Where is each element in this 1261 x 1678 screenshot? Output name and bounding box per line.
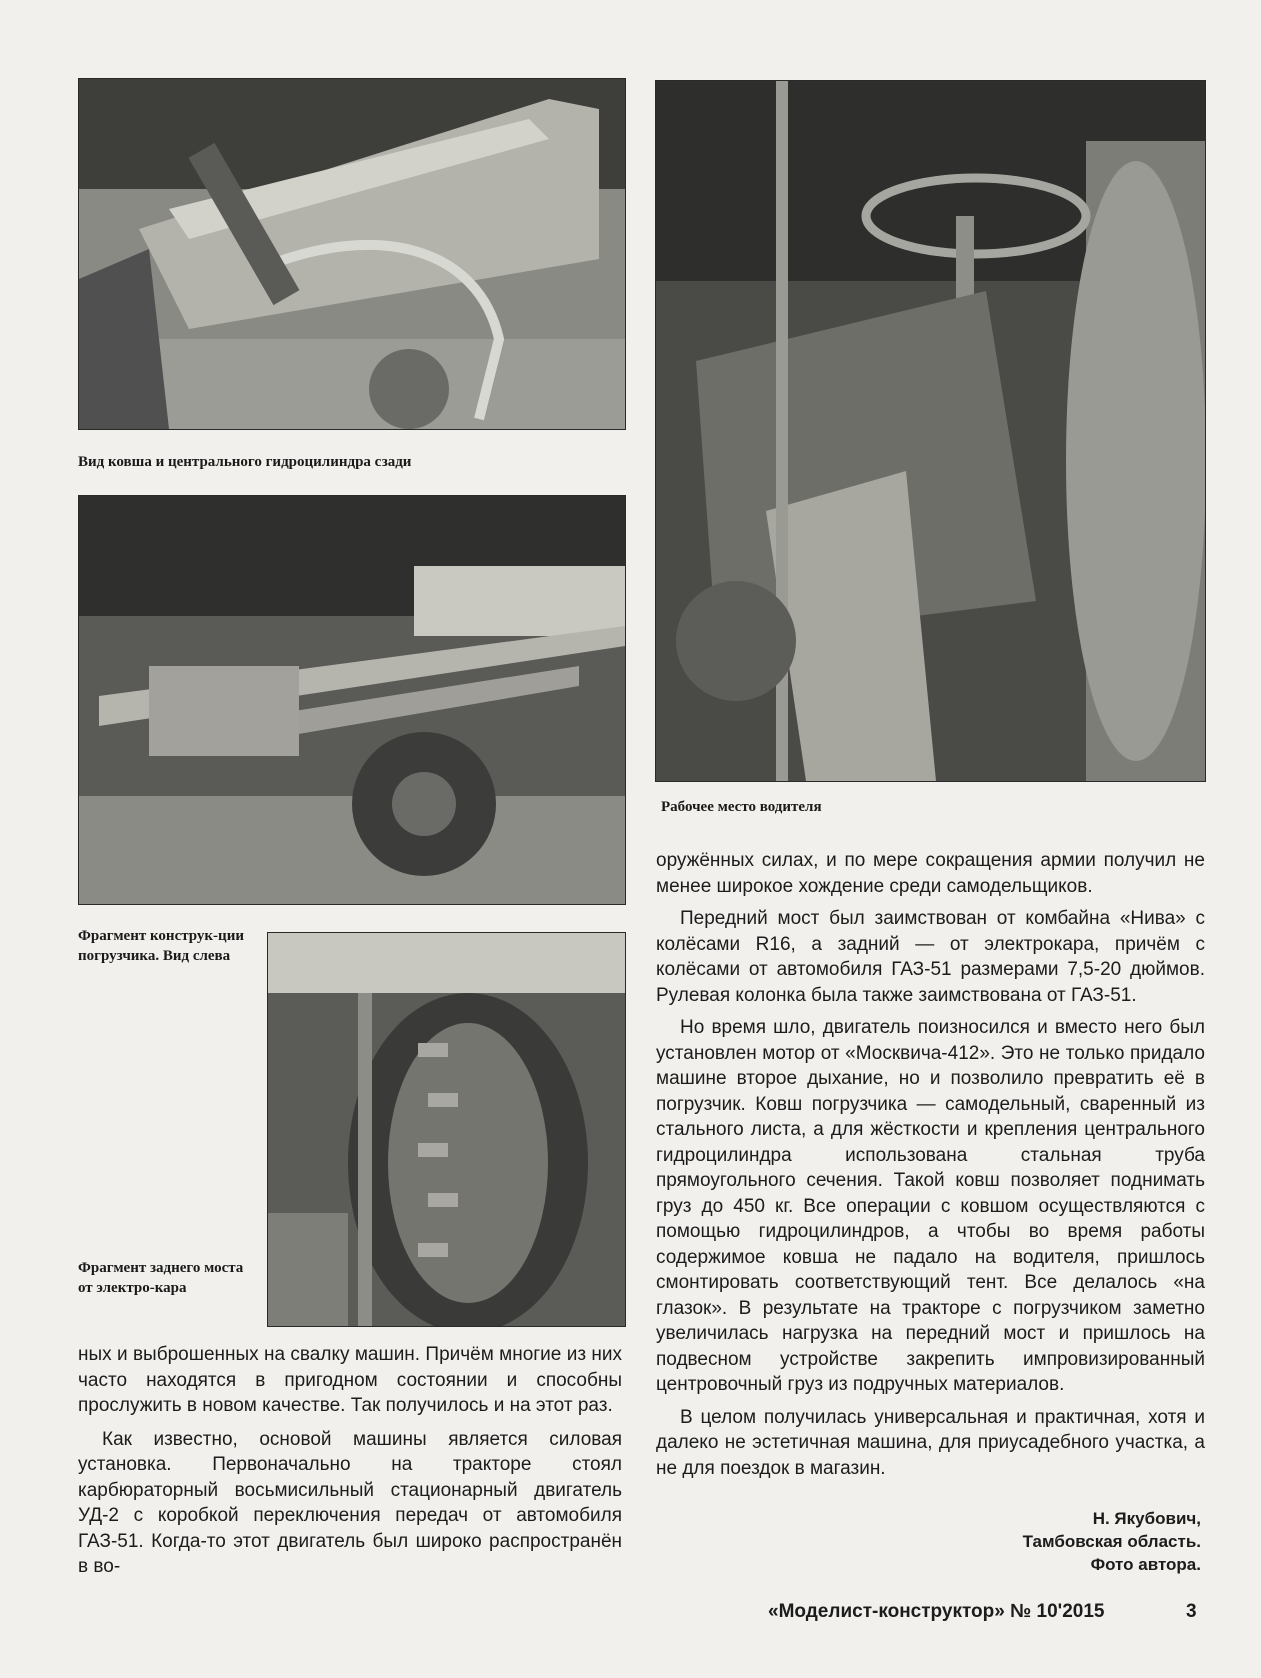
photo-loader-left — [78, 495, 626, 905]
page-number: 3 — [1186, 1601, 1197, 1622]
left-paragraph-1: ных и выброшенных на свалку машин. Причём многие из них часто находятся в пригодном состоянии и способны прослужить в новом качестве. Так получилось и на этот раз. — [78, 1344, 622, 1416]
right-paragraph-1: оружённых силах, и по мере сокращения армии получил не менее широкое хождение среди самодельщиков. — [656, 850, 1205, 897]
photo-driver-seat — [655, 80, 1206, 782]
author-name: Н. Якубович, — [1092, 1509, 1201, 1528]
left-column — [78, 1342, 622, 1580]
right-paragraph-2: Передний мост был заимствован от комбайна «Нива» с колёсами R16, а задний — от электрокара, причём с колёсами от автомобиля ГАЗ-51 размерами 7,5-20 дюймов. Рулевая колонка была также заимствована от ГАЗ-51. — [656, 908, 1205, 1006]
photo-rear-axle — [267, 932, 626, 1327]
right-column — [656, 848, 1205, 1481]
right-paragraph-4: В целом получилась универсальная и практичная, хотя и далеко не эстетичная машина, для приусадебного участка, а не для поездок в магазин. — [656, 1406, 1205, 1479]
left-paragraph-2: Как известно, основой машины является силовая установка. Первоначально на тракторе стоял карбюраторный восьмисильный стационарный двигатель УД-2 с коробкой переключения передач от автомобиля ГАЗ-51. Когда-то этот двигатель был широко распространён в во- — [78, 1428, 622, 1577]
right-paragraph-3: Но время шло, двигатель поизносился и вместо него был установлен мотор от «Москвича-412». Это не только придало машине второе дыхание, но и позволило превратить её в погрузчик. Ковш погрузчика — самодельный, сваренный из стального листа, а для жёсткости и крепления центрального гидроцилиндра использована стальная труба прямоугольного сечения. Такой ковш позволяет поднимать груз до 450 кг. Все операции с ковшом осуществляются с помощью гидроцилиндров, а чтобы во время работы содержимое ковша не падало на водителя, пришлось смонтировать соответствующий тент. Все делалось «на глазок». В результате на тракторе с погрузчиком заметно увеличилась нагрузка на передний мост и пришлось на подвесном устройстве закрепить импровизированный центровочный груз из подручных материалов. — [656, 1017, 1205, 1395]
photo4-caption: Фрагмент заднего моста от электро-кара — [78, 1260, 244, 1296]
photo2-caption: Рабочее место водителя — [661, 799, 822, 815]
author-region: Тамбовская область. — [1022, 1532, 1201, 1551]
photo-bucket-rear — [78, 78, 626, 430]
photo3-caption: Фрагмент конструк-ции погрузчика. Вид слева — [78, 928, 244, 964]
photo1-caption: Вид ковша и центрального гидроцилиндра сзади — [78, 454, 412, 470]
signature — [1023, 1507, 1201, 1576]
journal-footer: «Моделист-конструктор» № 10'2015 — [768, 1601, 1105, 1622]
photo-credit: Фото автора. — [1090, 1555, 1201, 1574]
